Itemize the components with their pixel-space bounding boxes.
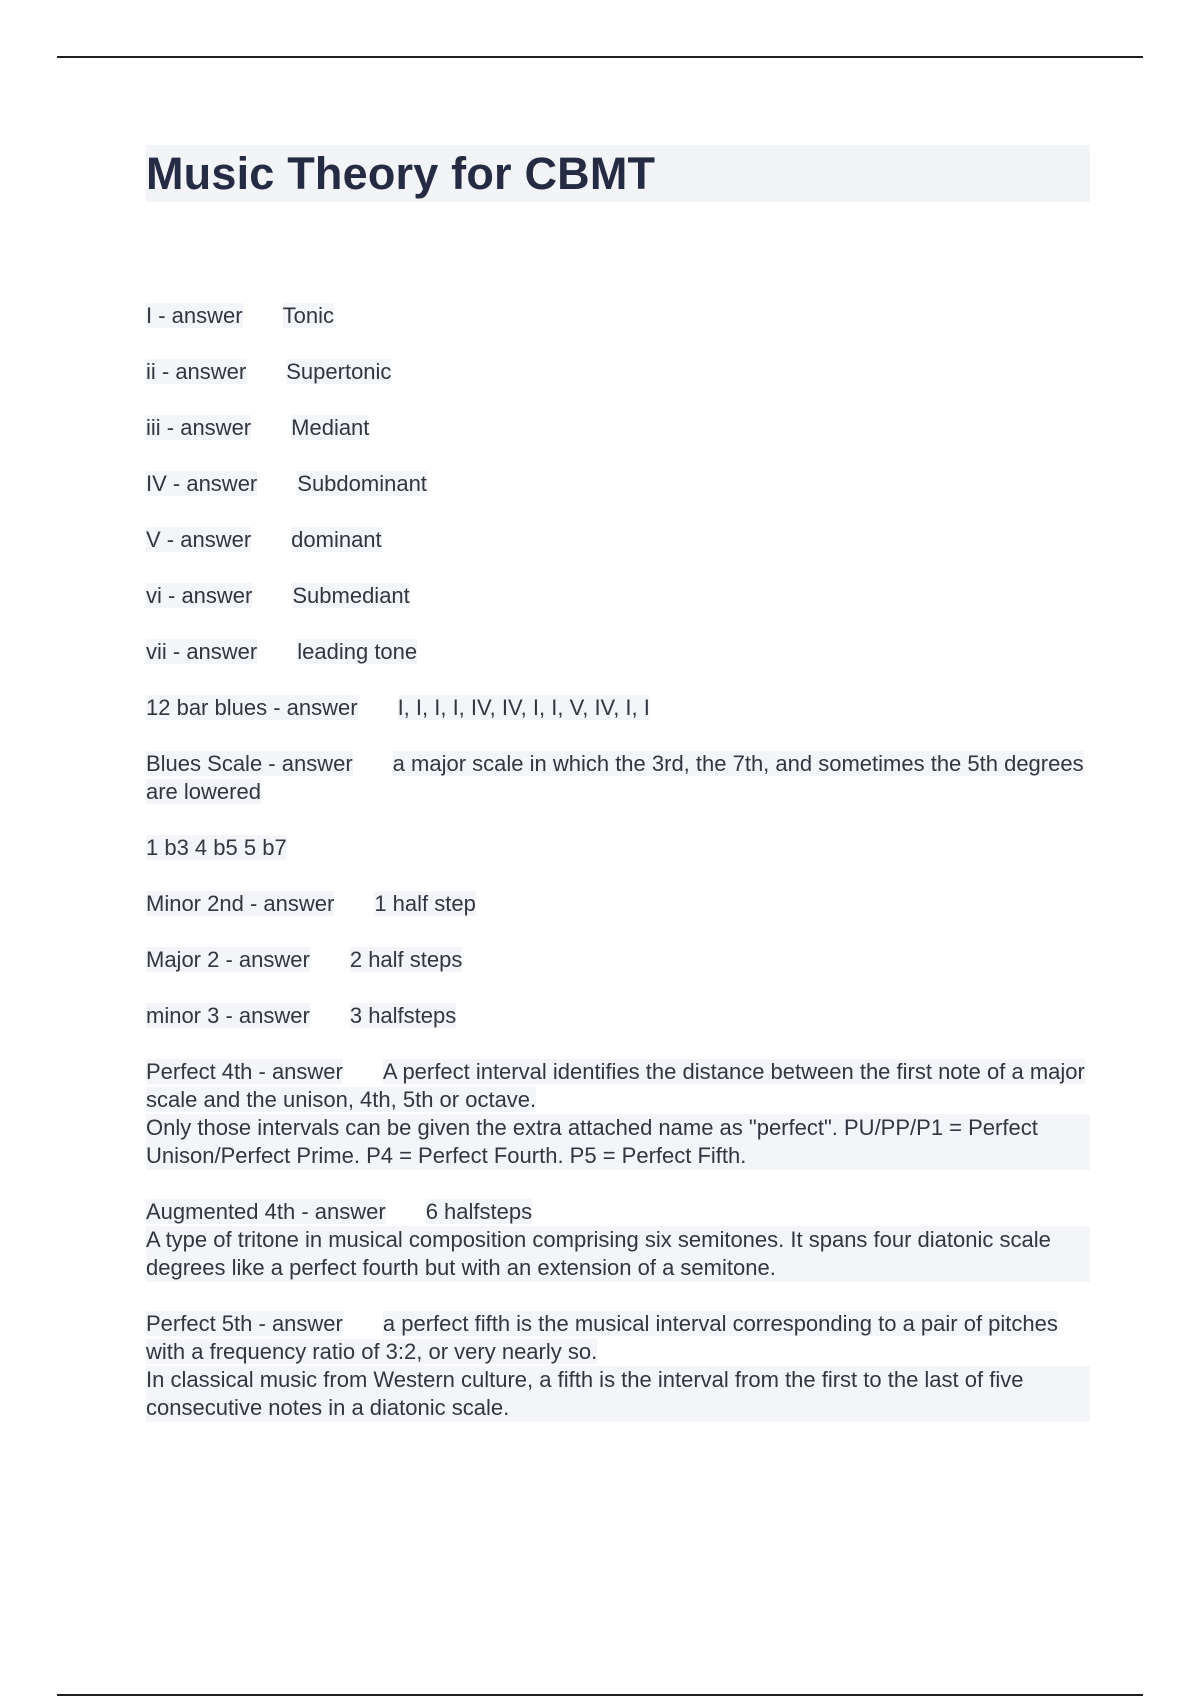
list-item bbox=[146, 526, 1090, 554]
term: 12 bar blues - answer bbox=[146, 695, 358, 720]
term: V - answer bbox=[146, 527, 252, 552]
term: IV - answer bbox=[146, 471, 258, 496]
answer: Subdominant bbox=[297, 471, 427, 496]
term: Major 2 - answer bbox=[146, 947, 310, 972]
answer: 1 half step bbox=[374, 891, 476, 916]
page-title: Music Theory for CBMT bbox=[146, 147, 656, 199]
answer: Submediant bbox=[292, 583, 410, 608]
flashcard-list bbox=[146, 302, 1090, 1422]
top-rule bbox=[57, 56, 1143, 58]
list-item bbox=[146, 302, 1090, 330]
list-item bbox=[146, 638, 1090, 666]
list-item bbox=[146, 694, 1090, 722]
list-item bbox=[146, 414, 1090, 442]
answer: Tonic bbox=[282, 303, 334, 328]
answer: dominant bbox=[291, 527, 382, 552]
answer: Mediant bbox=[291, 415, 370, 440]
answer: 3 halfsteps bbox=[349, 1003, 457, 1028]
term: vi - answer bbox=[146, 583, 253, 608]
list-item bbox=[146, 582, 1090, 610]
answer: 2 half steps bbox=[349, 947, 463, 972]
term: I - answer bbox=[146, 303, 243, 328]
term: Augmented 4th - answer bbox=[146, 1199, 386, 1224]
list-item bbox=[146, 470, 1090, 498]
plain-text: 1 b3 4 b5 5 b7 bbox=[146, 835, 287, 860]
extra-text: A type of tritone in musical composition comprising six semitones. It spans four diatonic scale degrees like a perfect fourth but with an extension of a semitone. bbox=[146, 1226, 1090, 1282]
document-body bbox=[146, 145, 1090, 1450]
answer: I, I, I, I, IV, IV, I, I, V, IV, I, I bbox=[397, 695, 650, 720]
term: Minor 2nd - answer bbox=[146, 891, 335, 916]
extra-text: In classical music from Western culture, a fifth is the interval from the first to the last of five consecutive notes in a diatonic scale. bbox=[146, 1366, 1090, 1422]
term: iii - answer bbox=[146, 415, 252, 440]
extra-text: Only those intervals can be given the extra attached name as "perfect". PU/PP/P1 = Perfect Unison/Perfect Prime. P4 = Perfect Fourth. P5 = Perfect Fifth. bbox=[146, 1114, 1090, 1170]
term: Perfect 4th - answer bbox=[146, 1059, 343, 1084]
answer: leading tone bbox=[297, 639, 418, 664]
term: Blues Scale - answer bbox=[146, 751, 353, 776]
answer: a perfect fifth is the musical interval corresponding to a pair of pitches with a frequency ratio of 3:2, or very nearly so. bbox=[146, 1311, 1058, 1364]
list-item bbox=[146, 834, 1090, 862]
answer: a major scale in which the 3rd, the 7th, and sometimes the 5th degrees are lowered bbox=[146, 751, 1084, 804]
list-item bbox=[146, 1198, 1090, 1282]
term: Perfect 5th - answer bbox=[146, 1311, 343, 1336]
term: minor 3 - answer bbox=[146, 1003, 310, 1028]
list-item bbox=[146, 890, 1090, 918]
bottom-rule bbox=[57, 1694, 1143, 1696]
list-item bbox=[146, 358, 1090, 386]
list-item bbox=[146, 1002, 1090, 1030]
list-item bbox=[146, 750, 1090, 806]
term: ii - answer bbox=[146, 359, 247, 384]
list-item bbox=[146, 1310, 1090, 1422]
list-item bbox=[146, 946, 1090, 974]
answer: A perfect interval identifies the distance between the first note of a major scale and the unison, 4th, 5th or octave. bbox=[146, 1059, 1085, 1112]
answer: Supertonic bbox=[286, 359, 392, 384]
answer: 6 halfsteps bbox=[425, 1199, 533, 1224]
term: vii - answer bbox=[146, 639, 258, 664]
title-banner bbox=[146, 145, 1090, 202]
list-item bbox=[146, 1058, 1090, 1170]
